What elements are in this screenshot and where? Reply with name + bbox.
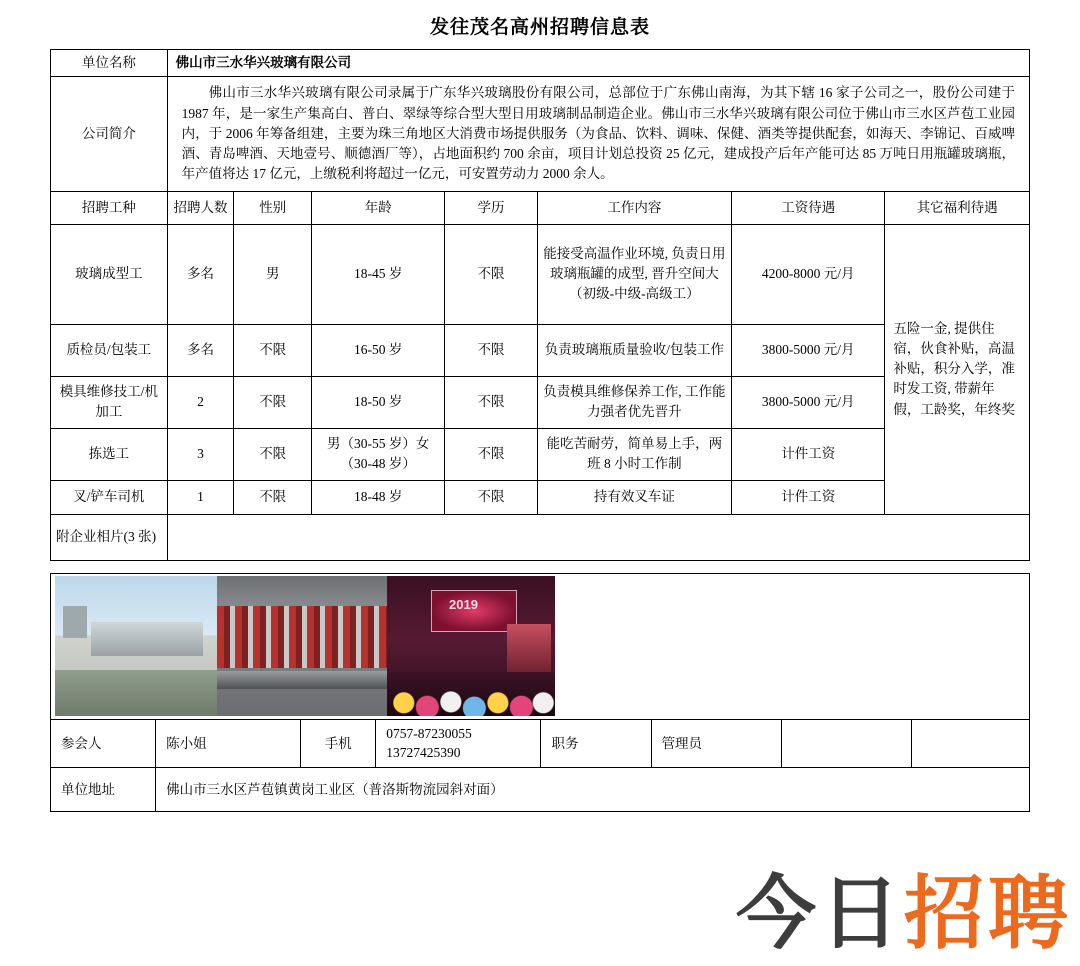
job-count: 多名: [167, 224, 234, 324]
job-name: 叉/铲车司机: [51, 480, 168, 514]
unit-name-value: 佛山市三水华兴玻璃有限公司: [167, 50, 1029, 77]
job-education: 不限: [445, 324, 537, 376]
job-gender: 不限: [234, 376, 312, 428]
company-intro-value: 佛山市三水华兴玻璃有限公司录属于广东华兴玻璃股份有限公司，总部位于广东佛山南海，为其下辖 16 家子公司之一，股份公司建于 1987 年，是一家生产集高白、普白、翠绿等综合型大型日用玻璃制品制造企业。佛山市三水华兴玻璃有限公司位于佛山市三水区芦苞工业园内，于 2006 年筹备组建，主要为珠三角地区大消费市场提供服务（为食品、饮料、调味、保健、酒类等提供配套，如海天、李锦记、百威啤酒、青岛啤酒、天地壹号、顺德酒厂等），占地面积约 700 余亩，项目计划总投资 25 亿元，建成投产后年产能可达 85 万吨日用瓶罐玻璃瓶，年产值将达 17 亿元，上缴税利将超过一亿元，可安置劳动力 2000 余人。: [167, 77, 1029, 191]
table-row: [51, 480, 1030, 514]
company-intro-label: 公司简介: [51, 77, 168, 191]
unit-name-row: [51, 50, 1030, 77]
job-age: 男（30-55 岁）女（30-48 岁）: [312, 428, 445, 480]
job-age: 16-50 岁: [312, 324, 445, 376]
table-row: [51, 324, 1030, 376]
col-header-content: 工作内容: [537, 191, 731, 224]
contact-row: [51, 719, 1030, 767]
address-label: 单位地址: [51, 767, 156, 811]
job-gender: 男: [234, 224, 312, 324]
table-row: [51, 224, 1030, 324]
job-content: 能接受高温作业环境, 负责日用玻璃瓶罐的成型, 晋升空间大（初级-中级-高级工）: [537, 224, 731, 324]
job-name: 拣选工: [51, 428, 168, 480]
attachment-cell: [167, 514, 1029, 560]
party-year-label: 2019: [449, 597, 478, 613]
job-salary: 3800-5000 元/月: [732, 324, 885, 376]
job-table-header-row: [51, 191, 1030, 224]
contact-spacer-1: [781, 719, 911, 767]
col-header-benefits: 其它福利待遇: [885, 191, 1030, 224]
watermark-part-1: 今日: [736, 869, 904, 958]
col-header-job-name: 招聘工种: [51, 191, 168, 224]
table-row: [51, 376, 1030, 428]
annual-party-photo: [387, 576, 555, 716]
job-age: 18-50 岁: [312, 376, 445, 428]
address-value: 佛山市三水区芦苞镇黄岗工业区（普洛斯物流园斜对面）: [156, 767, 1030, 811]
job-content: 负责模具维修保养工作, 工作能力强者优先晋升: [537, 376, 731, 428]
unit-name-label: 单位名称: [51, 50, 168, 77]
phone-label: 手机: [301, 719, 376, 767]
photos-and-contact-table: [50, 573, 1030, 812]
col-header-salary: 工资待遇: [732, 191, 885, 224]
job-name: 玻璃成型工: [51, 224, 168, 324]
photo-strip: [55, 576, 555, 716]
job-age: 18-48 岁: [312, 480, 445, 514]
recruitment-info-table: [50, 49, 1030, 561]
attendee-label: 参会人: [51, 719, 156, 767]
job-count: 多名: [167, 324, 234, 376]
photos-row: [51, 573, 1030, 719]
job-age: 18-45 岁: [312, 224, 445, 324]
phone-value: [376, 719, 541, 767]
photos-cell: [51, 573, 1030, 719]
job-education: 不限: [445, 480, 537, 514]
col-header-education: 学历: [445, 191, 537, 224]
job-education: 不限: [445, 224, 537, 324]
job-count: 3: [167, 428, 234, 480]
col-header-gender: 性别: [234, 191, 312, 224]
attendee-value: 陈小姐: [156, 719, 301, 767]
attachment-label: 附企业相片(3 张): [51, 514, 168, 560]
job-name: 质检员/包装工: [51, 324, 168, 376]
job-content: 能吃苦耐劳，简单易上手，两班 8 小时工作制: [537, 428, 731, 480]
col-header-age: 年龄: [312, 191, 445, 224]
benefits-value: 五险一金, 提供住宿，伙食补贴，高温补贴，积分入学，准时发工资, 带薪年假，工龄奖，年终奖: [885, 224, 1030, 514]
job-gender: 不限: [234, 428, 312, 480]
phone-line-2: 13727425390: [386, 745, 461, 761]
phone-line-1: 0757-87230055: [386, 725, 472, 741]
company-intro-row: [51, 77, 1030, 191]
job-gender: 不限: [234, 324, 312, 376]
attachment-row: [51, 514, 1030, 560]
position-value: 管理员: [651, 719, 781, 767]
job-count: 1: [167, 480, 234, 514]
factory-exterior-photo: [55, 576, 217, 716]
production-line-photo: [217, 576, 387, 716]
position-label: 职务: [541, 719, 651, 767]
job-gender: 不限: [234, 480, 312, 514]
job-salary: 3800-5000 元/月: [732, 376, 885, 428]
job-name: 模具维修技工/机加工: [51, 376, 168, 428]
job-education: 不限: [445, 376, 537, 428]
address-row: [51, 767, 1030, 811]
contact-spacer-2: [911, 719, 1029, 767]
job-education: 不限: [445, 428, 537, 480]
job-salary: 计件工资: [732, 480, 885, 514]
watermark: [736, 849, 1072, 964]
job-salary: 4200-8000 元/月: [732, 224, 885, 324]
table-row: [51, 428, 1030, 480]
watermark-part-2: 招聘: [904, 869, 1072, 958]
col-header-count: 招聘人数: [167, 191, 234, 224]
job-count: 2: [167, 376, 234, 428]
job-salary: 计件工资: [732, 428, 885, 480]
page-title: 发往茂名高州招聘信息表: [429, 17, 650, 38]
job-content: 持有效叉车证: [537, 480, 731, 514]
job-content: 负责玻璃瓶质量验收/包装工作: [537, 324, 731, 376]
